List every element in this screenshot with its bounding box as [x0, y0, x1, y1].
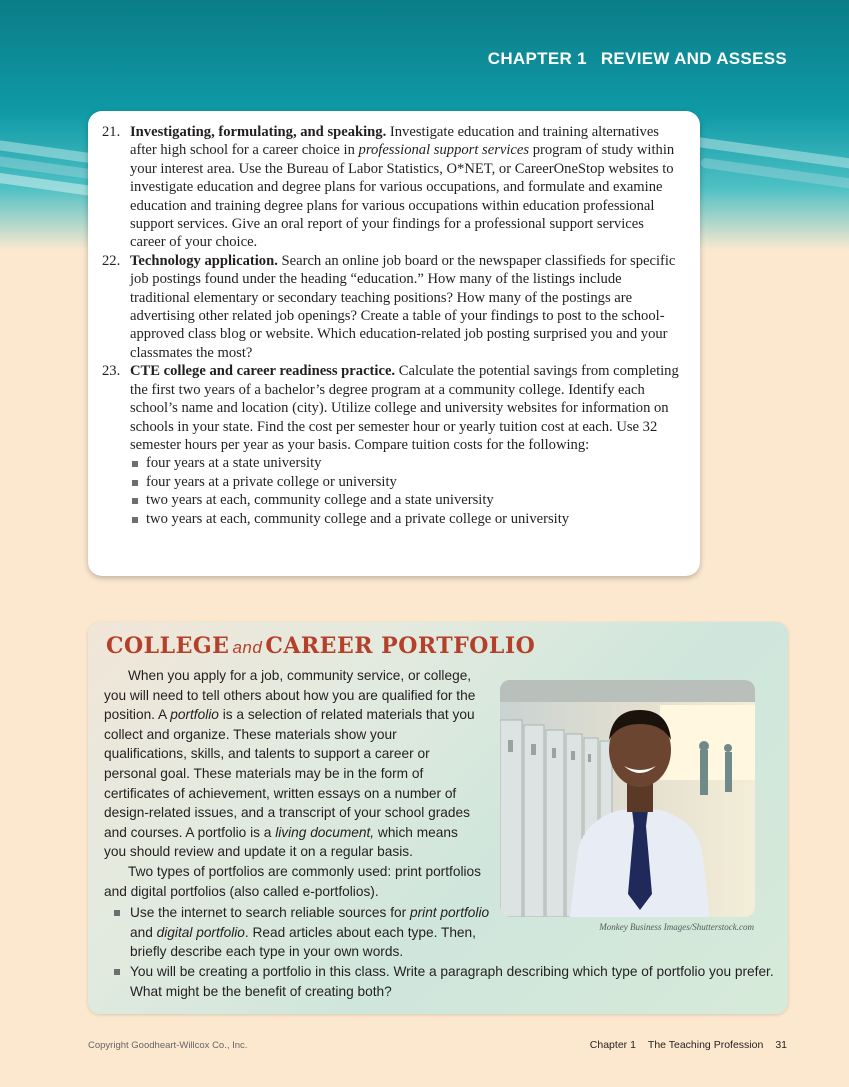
title-college: COLLEGE	[106, 633, 230, 659]
question-text: Calculate the potential savings from completing the first two years of a bachelor’s degree program at a community college. Identify each school’s name and location (city). Utilize college and university websites for information on schools in your state. Find the cost per semester hour or yearly tuition cost at each. Use 32 semester hours per year as your basis. Compare tuition costs for the following:	[130, 363, 679, 453]
list-item: four years at a private college or university	[130, 473, 682, 491]
photo-credit: Monkey Business Images/Shutterstock.com	[599, 922, 754, 932]
text: is a selection of related materials that you collect and organize. These materials show your qualifications, skills, and talents to support a career or personal goal. These materials may be in the form of certificates of achievement, written essays on a number of design-related issues, and a transcript of your school grades and courses. A portfolio is a	[104, 707, 475, 840]
question-number: 21.	[102, 124, 121, 140]
question-title: Technology application.	[130, 252, 278, 269]
list-item: two years at each, community college and a state university	[130, 491, 682, 509]
chapter-heading	[488, 49, 787, 69]
question-23	[102, 362, 682, 528]
question-22	[102, 252, 682, 362]
chapter-number: CHAPTER 1	[487, 49, 587, 68]
review-questions-card	[88, 111, 700, 576]
activity-item	[104, 903, 500, 962]
question-21	[102, 123, 682, 252]
portfolio-title	[106, 633, 535, 659]
page-footer	[590, 1039, 787, 1051]
intro-paragraph	[104, 666, 480, 862]
student-photo	[500, 680, 755, 917]
text: which means you should review and update it on a regular basis.	[104, 824, 458, 860]
college-career-portfolio-panel	[88, 622, 788, 1014]
question-text: Investigate education and training alternatives after high school for a career choice in	[130, 124, 659, 159]
title-career-portfolio: CAREER PORTFOLIO	[265, 633, 536, 659]
list-item: two years at each, community college and a private college or university	[130, 510, 682, 528]
question-title: CTE college and career readiness practice.	[130, 363, 396, 380]
types-paragraph: Two types of portfolios are commonly used: print portfolios and digital portfolios (also called e-portfolios).	[104, 863, 481, 899]
question-italic: professional support services	[358, 142, 530, 159]
list-item: four years at a state university	[130, 454, 682, 472]
portfolio-activities	[104, 903, 774, 1001]
title-and: and	[232, 638, 263, 657]
footer-chapter: Chapter 1	[589, 1039, 636, 1051]
question-number: 22.	[102, 252, 121, 269]
text: . Read articles about each type. Then, briefly describe each type in your own words.	[130, 924, 476, 960]
question-title: Investigating, formulating, and speaking.	[130, 124, 387, 140]
text: Use the internet to search reliable sources for	[130, 905, 410, 921]
question-number: 23.	[102, 363, 121, 380]
copyright: Copyright Goodheart-Willcox Co., Inc.	[88, 1040, 248, 1051]
text: When you apply for a job, community service, or college, you will need to tell others about how you are qualified for the position. A	[104, 668, 476, 723]
term-print-portfolio: print portfolio	[409, 905, 490, 921]
page-number: 31	[775, 1039, 787, 1051]
term-digital-portfolio: digital portfolio	[156, 924, 245, 940]
question-text: program of study within your interest area. Use the Bureau of Labor Statistics, O*NET, or CareerOneStop websites to investigate education and degree plans for various occupations, and formulate and examine education and training degree plans for various occupations within education professional support services. Give an oral report of your findings for a professional support services career of your choice.	[130, 142, 675, 251]
term-living-document: living document,	[275, 824, 375, 840]
activity-item: You will be creating a portfolio in this class. Write a paragraph describing which type of portfolio you prefer. What might be the benefit of creating both?	[104, 962, 774, 1001]
term-portfolio: portfolio	[170, 707, 219, 723]
question-text: Search an online job board or the newspaper classifieds for specific job postings found under the heading “education.” How many of the listings include traditional elementary or secondary teaching positions? How many of the postings are advertising other related job openings? Create a table of your findings to post to the school-approved class blog or website. Which education-related job posting surprised you and your classmates the most?	[130, 252, 676, 361]
section-title: REVIEW AND ASSESS	[600, 49, 787, 68]
student-photo-illustration	[500, 680, 755, 917]
comparison-list	[130, 454, 682, 528]
footer-title: The Teaching Profession	[647, 1039, 764, 1051]
text: and	[130, 924, 157, 940]
